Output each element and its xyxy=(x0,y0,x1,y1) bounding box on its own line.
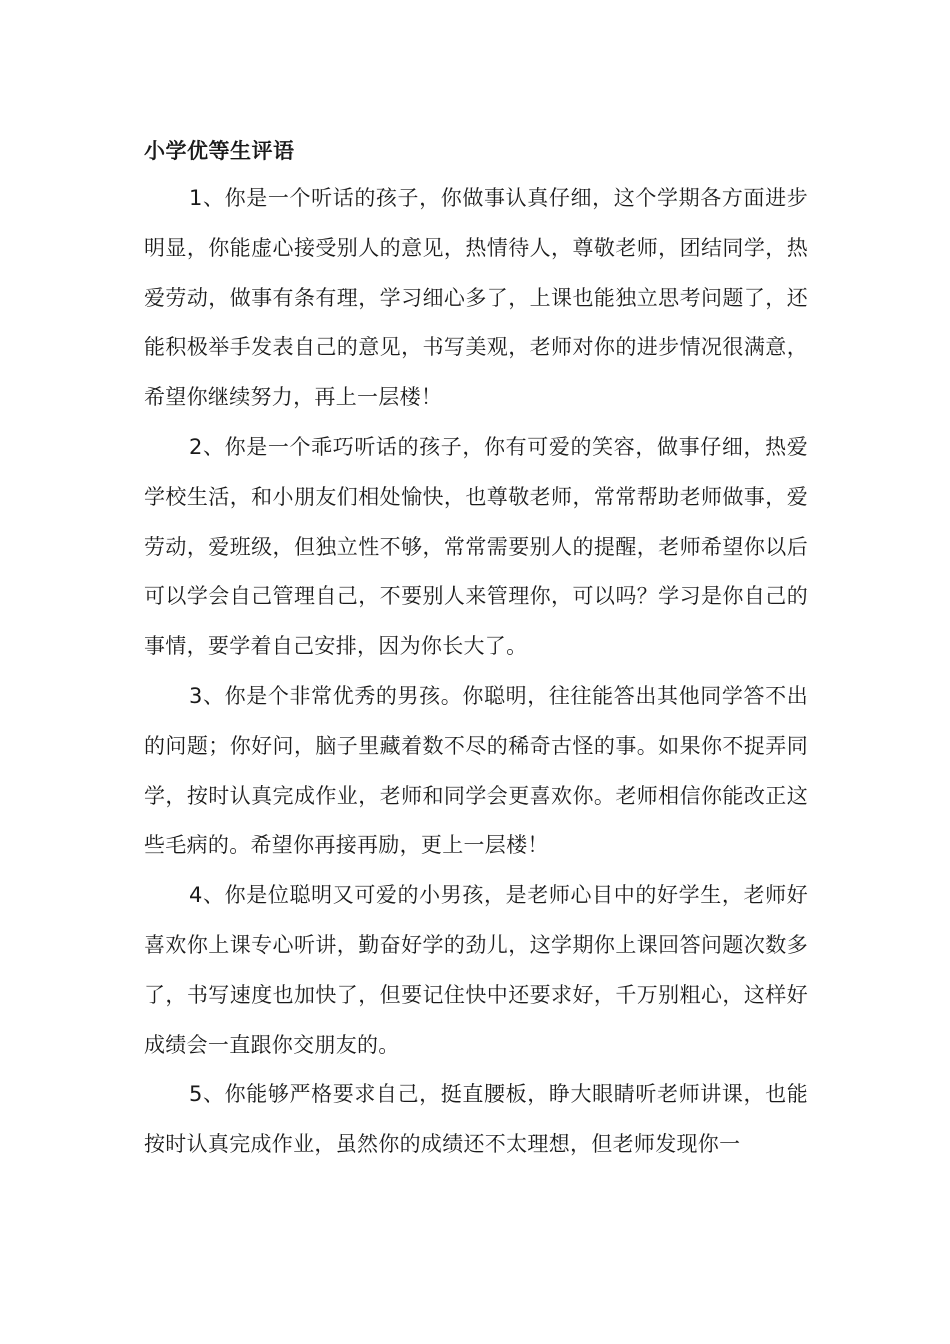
comment-paragraph-1: 1、你是一个听话的孩子，你做事认真仔细，这个学期各方面进步明显，你能虚心接受别人的意见，热情待人，尊敬老师，团结同学，热爱劳动，做事有条有理，学习细心多了，上课也能独立思考问题了，还能积极举手发表自己的意见，书写美观，老师对你的进步情况很满意，希望你继续努力，再上一层楼！ xyxy=(144,186,808,410)
comment-paragraph-2: 2、你是一个乖巧听话的孩子，你有可爱的笑容，做事仔细，热爱学校生活，和小朋友们相处愉快，也尊敬老师，常常帮助老师做事，爱劳动，爱班级，但独立性不够，常常需要别人的提醒，老师希望你以后可以学会自己管理自己，不要别人来管理你，可以吗？学习是你自己的事情，要学着自己安排，因为你长大了。 xyxy=(144,434,808,659)
document-body xyxy=(144,128,808,1170)
comment-paragraph-5: 5、你能够严格要求自己，挺直腰板，睁大眼睛听老师讲课，也能按时认真完成作业，虽然你的成绩还不太理想，但老师发现你一 xyxy=(144,1082,808,1157)
comment-paragraph-3: 3、你是个非常优秀的男孩。你聪明，往往能答出其他同学答不出的问题；你好问，脑子里藏着数不尽的稀奇古怪的事。如果你不捉弄同学，按时认真完成作业，老师和同学会更喜欢你。老师相信你能改正这些毛病的。希望你再接再励，更上一层楼！ xyxy=(144,683,808,858)
document-title: 小学优等生评语 xyxy=(144,139,295,163)
comment-paragraph-4: 4、你是位聪明又可爱的小男孩，是老师心目中的好学生，老师好喜欢你上课专心听讲，勤奋好学的劲儿，这学期你上课回答问题次数多了，书写速度也加快了，但要记住快中还要求好，千万别粗心，这样好成绩会一直跟你交朋友的。 xyxy=(144,883,808,1057)
